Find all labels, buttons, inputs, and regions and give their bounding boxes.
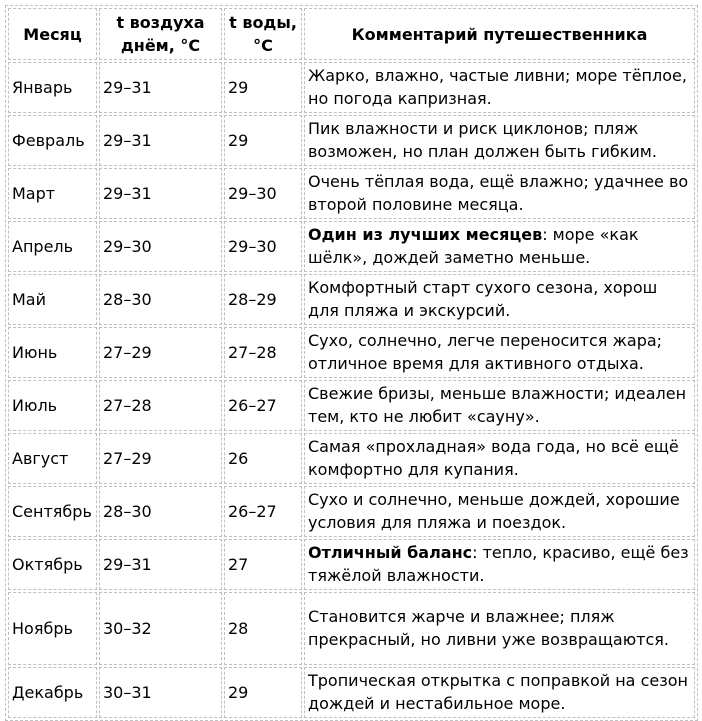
comment-text: : море «как шёлк», дождей заметно меньше.: [308, 225, 639, 267]
water-temp-cell: 29: [224, 115, 302, 166]
water-temp-cell: 26: [224, 433, 302, 484]
comment-text: Сухо и солнечно, меньше дождей, хорошие условия для пляжа и поездок.: [308, 490, 680, 532]
header-air-temp-label: t воздуха днём, °C: [116, 13, 205, 55]
comment-cell: [304, 168, 695, 219]
comment-cell: [304, 327, 695, 378]
table-body: [8, 62, 695, 718]
month-cell: Сентябрь: [8, 486, 97, 537]
month-cell: Февраль: [8, 115, 97, 166]
month-cell: Январь: [8, 62, 97, 113]
table-row: [8, 667, 695, 718]
water-temp-cell: 28–29: [224, 274, 302, 325]
month-cell: Ноябрь: [8, 592, 97, 665]
air-temp-cell: 29–31: [99, 62, 222, 113]
comment-text: Становится жарче и влажнее; пляж прекрасный, но ливни уже возвращаются.: [308, 607, 669, 649]
water-temp-cell: 29: [224, 667, 302, 718]
climate-table: [5, 5, 698, 721]
air-temp-cell: 28–30: [99, 274, 222, 325]
air-temp-cell: 27–28: [99, 380, 222, 431]
water-temp-cell: 29–30: [224, 168, 302, 219]
air-temp-cell: 28–30: [99, 486, 222, 537]
table-row: [8, 539, 695, 590]
month-cell: Апрель: [8, 221, 97, 272]
water-temp-cell: 28: [224, 592, 302, 665]
water-temp-cell: 26–27: [224, 486, 302, 537]
air-temp-cell: 29–30: [99, 221, 222, 272]
water-temp-cell: 27–28: [224, 327, 302, 378]
comment-highlight: Отличный баланс: [308, 543, 473, 562]
comment-text: Свежие бризы, меньше влажности; идеален тем, кто не любит «сауну».: [308, 384, 687, 426]
comment-cell: [304, 486, 695, 537]
month-cell: Июнь: [8, 327, 97, 378]
table-row: [8, 380, 695, 431]
comment-text: Тропическая открытка с поправкой на сезон дождей и нестабильное море.: [308, 671, 688, 713]
air-temp-cell: 29–31: [99, 115, 222, 166]
table-row: [8, 327, 695, 378]
comment-cell: [304, 221, 695, 272]
comment-text: Очень тёплая вода, ещё влажно; удачнее во второй половине месяца.: [308, 172, 689, 214]
table-row: [8, 168, 695, 219]
comment-text: Сухо, солнечно, легче переносится жара; отличное время для активного отдыха.: [308, 331, 663, 373]
water-temp-cell: 29: [224, 62, 302, 113]
air-temp-cell: 30–31: [99, 667, 222, 718]
table-row: [8, 115, 695, 166]
air-temp-cell: 29–31: [99, 168, 222, 219]
comment-text: Самая «прохладная» вода года, но всё ещё комфортно для купания.: [308, 437, 679, 479]
comment-cell: [304, 592, 695, 665]
header-water-temp-label: t воды, °C: [229, 13, 297, 55]
air-temp-cell: 29–31: [99, 539, 222, 590]
table-header-row: [8, 8, 695, 60]
air-temp-cell: 27–29: [99, 327, 222, 378]
month-cell: Август: [8, 433, 97, 484]
comment-cell: [304, 380, 695, 431]
header-comment: Комментарий путешественника: [304, 8, 695, 60]
header-water-temp: [224, 8, 302, 60]
month-cell: Май: [8, 274, 97, 325]
month-cell: Март: [8, 168, 97, 219]
month-cell: Июль: [8, 380, 97, 431]
water-temp-cell: 27: [224, 539, 302, 590]
comment-text: Пик влажности и риск циклонов; пляж возможен, но план должен быть гибким.: [308, 119, 657, 161]
air-temp-cell: 30–32: [99, 592, 222, 665]
header-air-temp: [99, 8, 222, 60]
water-temp-cell: 26–27: [224, 380, 302, 431]
header-month: Месяц: [8, 8, 97, 60]
air-temp-cell: 27–29: [99, 433, 222, 484]
comment-cell: [304, 274, 695, 325]
month-cell: Декабрь: [8, 667, 97, 718]
comment-cell: [304, 667, 695, 718]
comment-cell: [304, 115, 695, 166]
table-row: [8, 221, 695, 272]
comment-text: Комфортный старт сухого сезона, хорош для пляжа и экскурсий.: [308, 278, 658, 320]
table-row: [8, 486, 695, 537]
table-row: [8, 274, 695, 325]
comment-text: Жарко, влажно, частые ливни; море тёплое, но погода капризная.: [308, 66, 687, 108]
month-cell: Октябрь: [8, 539, 97, 590]
comment-highlight: Один из лучших месяцев: [308, 225, 543, 244]
water-temp-cell: 29–30: [224, 221, 302, 272]
table-row: [8, 433, 695, 484]
table-row: [8, 592, 695, 665]
comment-cell: [304, 433, 695, 484]
table-row: [8, 62, 695, 113]
comment-cell: [304, 539, 695, 590]
comment-cell: [304, 62, 695, 113]
comment-text: : тепло, красиво, ещё без тяжёлой влажности.: [308, 543, 689, 585]
